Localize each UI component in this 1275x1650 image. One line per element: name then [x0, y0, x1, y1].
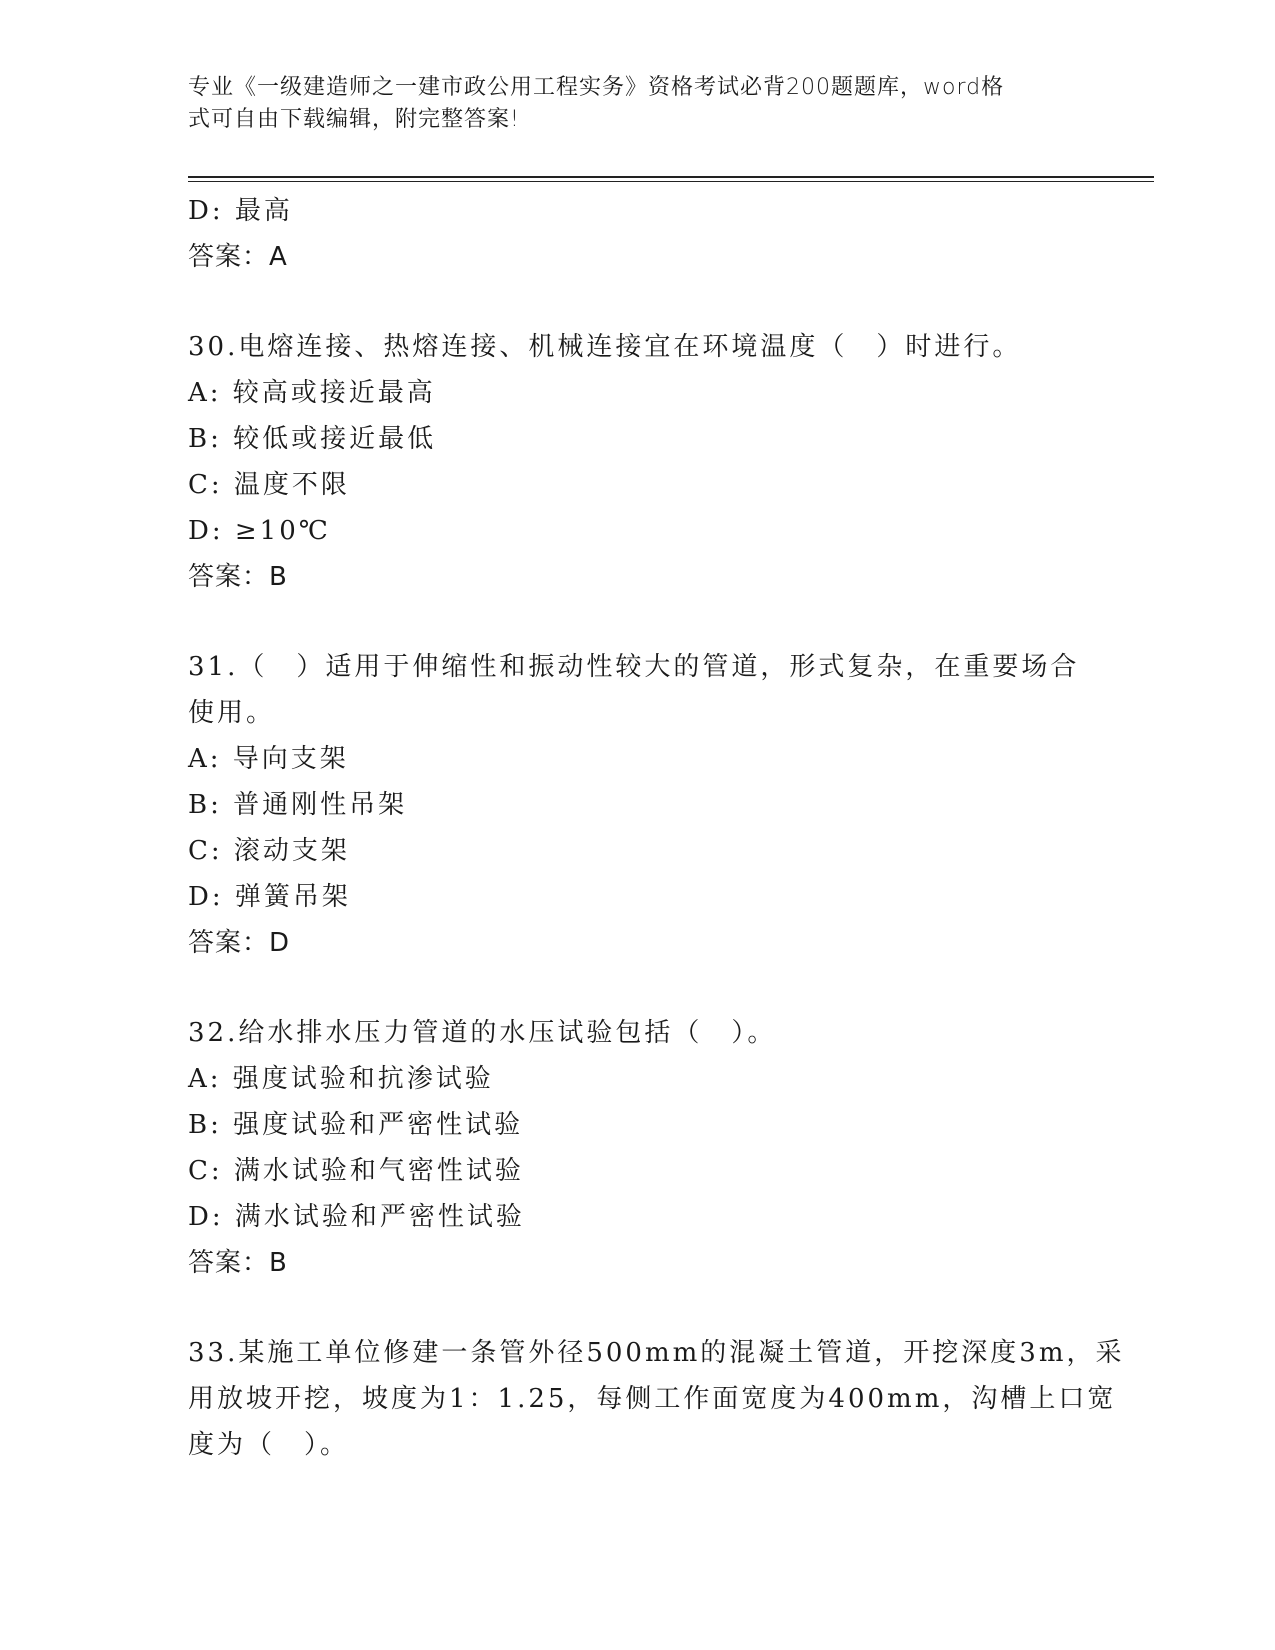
option-a: A: 导向支架	[188, 744, 349, 774]
question-text-cont: 使用。	[188, 698, 276, 728]
question-text: 31.（ ）适用于伸缩性和振动性较大的管道，形式复杂，在重要场合	[188, 652, 1080, 682]
document-header	[188, 72, 1088, 136]
option-b: B: 较低或接近最低	[188, 424, 437, 454]
question-33	[188, 1330, 1125, 1468]
option-c: C: 满水试验和气密性试验	[188, 1156, 524, 1186]
answer: 答案：D	[188, 928, 291, 958]
question-30	[188, 324, 1088, 600]
option-a: A: 强度试验和抗渗试验	[188, 1064, 494, 1094]
option-b: B: 强度试验和严密性试验	[188, 1110, 524, 1140]
prev-answer: 答案：A	[188, 242, 288, 272]
option-b: B: 普通刚性吊架	[188, 790, 408, 820]
header-line-2: 式可自由下载编辑，附完整答案!	[188, 107, 520, 132]
question-text: 33.某施工单位修建一条管外径500mm的混凝土管道，开挖深度3m，采	[188, 1338, 1125, 1368]
question-31	[188, 644, 1088, 966]
spacer	[188, 280, 1088, 324]
answer: 答案：B	[188, 562, 288, 592]
spacer	[188, 1286, 1088, 1330]
option-d: D: 弹簧吊架	[188, 882, 351, 912]
option-d: D: 满水试验和严密性试验	[188, 1202, 525, 1232]
option-c: C: 温度不限	[188, 470, 350, 500]
spacer	[188, 966, 1088, 1010]
header-divider-thin	[188, 181, 1154, 182]
question-text-cont: 度为（ ）。	[188, 1430, 350, 1460]
header-divider-thick	[188, 176, 1154, 178]
option-a: A: 较高或接近最高	[188, 378, 436, 408]
option-d: D: ≥10℃	[188, 516, 331, 546]
prev-option-d: D: 最高	[188, 196, 293, 226]
question-text: 30.电熔连接、热熔连接、机械连接宜在环境温度（ ）时进行。	[188, 332, 1022, 362]
question-content	[188, 188, 1125, 1468]
option-c: C: 滚动支架	[188, 836, 350, 866]
header-line-1: 专业《一级建造师之一建市政公用工程实务》资格考试必背200题题库，word格	[188, 75, 1005, 100]
question-32	[188, 1010, 1088, 1286]
answer: 答案：B	[188, 1248, 288, 1278]
question-text: 32.给水排水压力管道的水压试验包括（ ）。	[188, 1018, 777, 1048]
question-text-cont: 用放坡开挖，坡度为1：1.25，每侧工作面宽度为400mm，沟槽上口宽	[188, 1384, 1117, 1414]
spacer	[188, 600, 1088, 644]
